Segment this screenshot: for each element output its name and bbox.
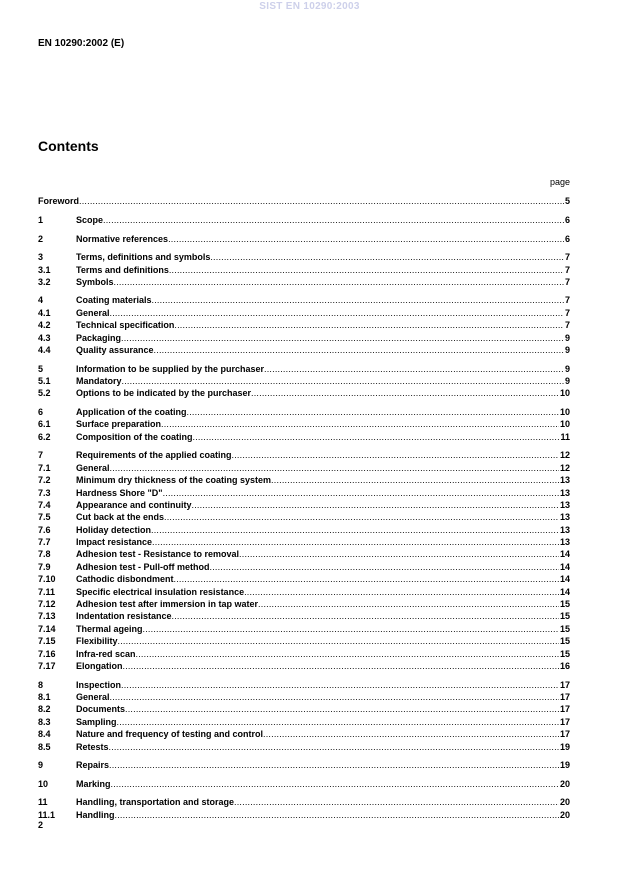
toc-entry-page: 5 xyxy=(564,196,570,207)
toc-entry-number: 7.13 xyxy=(38,611,56,622)
toc-entry-page: 14 xyxy=(559,549,570,560)
toc-entry-number: 3 xyxy=(38,252,44,263)
toc-entry[interactable] xyxy=(38,387,570,399)
toc-entry[interactable] xyxy=(38,622,570,634)
toc-entry[interactable] xyxy=(38,499,570,511)
toc-entry-page: 13 xyxy=(559,537,570,548)
toc-leader-dots xyxy=(110,692,559,703)
toc-entry[interactable] xyxy=(38,691,570,703)
toc-entry-title: Minimum dry thickness of the coating system xyxy=(76,475,272,486)
toc-entry-title: Surface preparation xyxy=(76,419,162,430)
toc-entry-page: 15 xyxy=(559,611,570,622)
toc-entry-number: 5.1 xyxy=(38,376,51,387)
toc-entry[interactable] xyxy=(38,660,570,672)
toc-leader-dots xyxy=(168,234,564,245)
toc-entry-number: 7.5 xyxy=(38,512,51,523)
toc-entry-title: Specific electrical insulation resistance xyxy=(76,586,245,597)
toc-leader-dots xyxy=(174,574,559,585)
toc-entry-title: Application of the coating xyxy=(76,406,187,417)
toc-leader-dots xyxy=(163,488,559,499)
toc-entry-page: 19 xyxy=(559,741,570,752)
toc-entry-title: General xyxy=(76,462,110,473)
toc-leader-dots xyxy=(79,196,564,207)
toc-entry[interactable] xyxy=(38,344,570,356)
toc-entry-number: 8.3 xyxy=(38,716,51,727)
toc-entry-page: 9 xyxy=(564,332,570,343)
toc-entry[interactable] xyxy=(38,362,570,374)
toc-entry-title: Mandatory xyxy=(76,376,122,387)
toc-entry-title: Indentation resistance xyxy=(76,611,172,622)
toc-leader-dots xyxy=(210,252,564,263)
toc-entry-number: 7.8 xyxy=(38,549,51,560)
toc-entry-page: 14 xyxy=(559,574,570,585)
toc-entry-number: 7.4 xyxy=(38,499,51,510)
toc-entry-page: 9 xyxy=(564,363,570,374)
toc-entry-title: Thermal ageing xyxy=(76,623,143,634)
toc-entry[interactable] xyxy=(38,511,570,523)
toc-leader-dots xyxy=(123,661,559,672)
toc-entry[interactable] xyxy=(38,449,570,461)
toc-leader-dots xyxy=(115,810,559,821)
toc-entry-title: Retests xyxy=(76,741,109,752)
toc-entry[interactable] xyxy=(38,418,570,430)
toc-leader-dots xyxy=(251,388,559,399)
toc-entry-page: 7 xyxy=(564,295,570,306)
toc-entry-page: 12 xyxy=(559,462,570,473)
toc-entry-number: 2 xyxy=(38,233,44,244)
toc-entry[interactable] xyxy=(38,573,570,585)
toc-entry-number: 4.4 xyxy=(38,345,51,356)
toc-leader-dots xyxy=(187,407,559,418)
toc-leader-dots xyxy=(210,562,559,573)
toc-leader-dots xyxy=(152,537,559,548)
toc-entry[interactable] xyxy=(38,728,570,740)
toc-entry-number: 7.7 xyxy=(38,537,51,548)
toc-entry-number: 7.15 xyxy=(38,636,56,647)
toc-entry-page: 17 xyxy=(559,716,570,727)
toc-entry[interactable] xyxy=(38,306,570,318)
toc-entry-number: 10 xyxy=(38,778,49,789)
toc-leader-dots xyxy=(271,475,559,486)
toc-entry-page: 13 xyxy=(559,499,570,510)
toc-entry-number: 5.2 xyxy=(38,388,51,399)
toc-entry-title: Cut back at the ends xyxy=(76,512,165,523)
toc-entry[interactable] xyxy=(38,635,570,647)
toc-entry-number: 4.3 xyxy=(38,332,51,343)
toc-entry-title: Scope xyxy=(76,214,104,225)
toc-entry-page: 6 xyxy=(564,233,570,244)
toc-entry-number: 6 xyxy=(38,406,44,417)
toc-entry-number: 4.2 xyxy=(38,320,51,331)
toc-entry[interactable] xyxy=(38,294,570,306)
toc-entry[interactable] xyxy=(38,523,570,535)
toc-entry-title: Terms, definitions and symbols xyxy=(76,252,211,263)
toc-entry[interactable] xyxy=(38,474,570,486)
toc-entry-number: 3.1 xyxy=(38,264,51,275)
toc-entry-number: 7.16 xyxy=(38,648,56,659)
toc-entry[interactable] xyxy=(38,214,570,226)
toc-leader-dots xyxy=(103,215,564,226)
toc-entry-page: 19 xyxy=(559,760,570,771)
toc-leader-dots xyxy=(264,364,564,375)
toc-entry[interactable] xyxy=(38,406,570,418)
toc-entry-number: 3.2 xyxy=(38,276,51,287)
toc-entry-page: 16 xyxy=(559,660,570,671)
toc-entry[interactable] xyxy=(38,232,570,244)
toc-entry[interactable] xyxy=(38,548,570,560)
toc-entry-title: Elongation xyxy=(76,660,123,671)
toc-entry-page: 11 xyxy=(560,431,570,442)
toc-entry[interactable] xyxy=(38,375,570,387)
toc-entry-title: Holiday detection xyxy=(76,524,152,535)
toc-leader-dots xyxy=(121,680,559,691)
toc-entry-page: 15 xyxy=(559,636,570,647)
toc-entry-title: Handling, transportation and storage xyxy=(76,797,235,808)
toc-entry-number: Foreword xyxy=(38,196,80,207)
toc-entry-title: Normative references xyxy=(76,233,169,244)
toc-leader-dots xyxy=(244,587,559,598)
toc-entry-page: 7 xyxy=(564,252,570,263)
toc-entry-page: 17 xyxy=(559,679,570,690)
toc-entry-page: 13 xyxy=(559,524,570,535)
toc-entry-page: 9 xyxy=(564,376,570,387)
toc-entry-page: 20 xyxy=(559,809,570,820)
toc-leader-dots xyxy=(239,549,559,560)
toc-entry-page: 7 xyxy=(564,276,570,287)
toc-entry-number: 7.12 xyxy=(38,599,56,610)
toc-entry-title: Impact resistance xyxy=(76,537,153,548)
toc-entry-number: 7.2 xyxy=(38,475,51,486)
toc-entry[interactable] xyxy=(38,647,570,659)
toc-entry[interactable] xyxy=(38,715,570,727)
toc-entry-number: 7.17 xyxy=(38,660,56,671)
toc-leader-dots xyxy=(109,760,559,771)
toc-entry-page: 15 xyxy=(559,623,570,634)
toc-entry[interactable] xyxy=(38,430,570,442)
toc-entry-title: Documents xyxy=(76,704,126,715)
toc-entry[interactable] xyxy=(38,560,570,572)
toc-leader-dots xyxy=(118,636,559,647)
toc-leader-dots xyxy=(152,295,564,306)
table-of-contents xyxy=(38,195,570,821)
toc-entry-title: Technical specification xyxy=(76,320,175,331)
toc-leader-dots xyxy=(114,277,564,288)
toc-entry-number: 5 xyxy=(38,363,44,374)
toc-entry-number: 7.6 xyxy=(38,524,51,535)
toc-leader-dots xyxy=(263,729,559,740)
toc-entry-number: 4.1 xyxy=(38,307,51,318)
toc-entry-page: 20 xyxy=(559,778,570,789)
toc-entry-number: 1 xyxy=(38,214,44,225)
toc-entry-number: 8.5 xyxy=(38,741,51,752)
toc-entry-title: Coating materials xyxy=(76,295,152,306)
toc-entry[interactable] xyxy=(38,610,570,622)
toc-entry-number: 8 xyxy=(38,679,44,690)
toc-entry-title: Hardness Shore "D" xyxy=(76,487,163,498)
toc-leader-dots xyxy=(143,624,559,635)
toc-entry-number: 7.10 xyxy=(38,574,56,585)
toc-entry-number: 9 xyxy=(38,760,44,771)
toc-entry-page: 10 xyxy=(559,406,570,417)
toc-entry-title: Symbols xyxy=(76,276,114,287)
toc-entry-page: 14 xyxy=(559,586,570,597)
toc-leader-dots xyxy=(258,599,559,610)
toc-leader-dots xyxy=(164,512,559,523)
toc-leader-dots xyxy=(172,611,559,622)
toc-entry-page: 10 xyxy=(559,388,570,399)
toc-entry-page: 12 xyxy=(559,450,570,461)
toc-entry[interactable] xyxy=(38,319,570,331)
toc-leader-dots xyxy=(192,500,559,511)
toc-leader-dots xyxy=(174,320,564,331)
toc-leader-dots xyxy=(110,308,564,319)
toc-leader-dots xyxy=(121,333,564,344)
toc-entry-number: 8.4 xyxy=(38,729,51,740)
toc-entry[interactable] xyxy=(38,536,570,548)
toc-leader-dots xyxy=(111,779,559,790)
toc-entry-title: Inspection xyxy=(76,679,122,690)
toc-entry-title: Flexibility xyxy=(76,636,118,647)
toc-leader-dots xyxy=(234,797,559,808)
toc-leader-dots xyxy=(136,649,559,660)
toc-leader-dots xyxy=(122,376,564,387)
toc-entry[interactable] xyxy=(38,461,570,473)
toc-entry-title: Options to be indicated by the purchaser xyxy=(76,388,252,399)
toc-entry-title: General xyxy=(76,307,110,318)
toc-entry-page: 17 xyxy=(559,729,570,740)
toc-entry-title: Appearance and continuity xyxy=(76,499,192,510)
toc-leader-dots xyxy=(109,742,559,753)
contents-heading: Contents xyxy=(38,138,99,154)
toc-entry-number: 4 xyxy=(38,295,44,306)
toc-entry-number: 7 xyxy=(38,450,44,461)
toc-entry-title: Terms and definitions xyxy=(76,264,169,275)
toc-entry-number: 7.14 xyxy=(38,623,56,634)
document-id: EN 10290:2002 (E) xyxy=(38,38,125,49)
page-number: 2 xyxy=(38,820,44,830)
toc-entry[interactable] xyxy=(38,276,570,288)
toc-entry[interactable] xyxy=(38,759,570,771)
toc-entry-number: 8.2 xyxy=(38,704,51,715)
toc-entry-title: Marking xyxy=(76,778,111,789)
toc-entry[interactable] xyxy=(38,331,570,343)
toc-entry[interactable] xyxy=(38,808,570,820)
toc-entry[interactable] xyxy=(38,796,570,808)
toc-leader-dots xyxy=(232,450,559,461)
toc-entry-title: Sampling xyxy=(76,716,117,727)
toc-entry-title: Nature and frequency of testing and control xyxy=(76,729,264,740)
toc-entry-page: 13 xyxy=(559,487,570,498)
toc-leader-dots xyxy=(117,717,559,728)
toc-entry-number: 6.2 xyxy=(38,431,51,442)
toc-entry-page: 7 xyxy=(564,320,570,331)
toc-entry-title: Cathodic disbondment xyxy=(76,574,174,585)
toc-entry-title: Information to be supplied by the purchaser xyxy=(76,363,265,374)
toc-entry[interactable] xyxy=(38,251,570,263)
toc-leader-dots xyxy=(193,432,560,443)
toc-entry[interactable] xyxy=(38,678,570,690)
toc-entry-number: 11 xyxy=(38,797,48,808)
toc-entry-title: Requirements of the applied coating xyxy=(76,450,232,461)
toc-entry-number: 11.1 xyxy=(38,809,56,820)
toc-entry[interactable] xyxy=(38,740,570,752)
toc-entry-page: 7 xyxy=(564,264,570,275)
toc-entry-page: 17 xyxy=(559,691,570,702)
toc-entry-number: 8.1 xyxy=(38,691,51,702)
toc-entry-page: 15 xyxy=(559,648,570,659)
toc-entry-page: 9 xyxy=(564,345,570,356)
toc-entry-page: 20 xyxy=(559,797,570,808)
toc-entry-number: 7.11 xyxy=(38,586,56,597)
toc-leader-dots xyxy=(110,463,559,474)
toc-entry[interactable] xyxy=(38,703,570,715)
toc-entry[interactable] xyxy=(38,486,570,498)
toc-entry-page: 15 xyxy=(559,599,570,610)
toc-entry-page: 14 xyxy=(559,561,570,572)
toc-leader-dots xyxy=(125,704,559,715)
page-column-label: page xyxy=(549,177,570,187)
toc-entry-title: Repairs xyxy=(76,760,110,771)
toc-entry[interactable] xyxy=(38,263,570,275)
toc-entry-title: Infra-red scan xyxy=(76,648,136,659)
toc-entry-page: 7 xyxy=(564,307,570,318)
toc-entry-title: Adhesion test - Resistance to removal xyxy=(76,549,240,560)
toc-entry-page: 6 xyxy=(564,214,570,225)
toc-entry-page: 10 xyxy=(559,419,570,430)
toc-entry-page: 17 xyxy=(559,704,570,715)
toc-entry-page: 13 xyxy=(559,475,570,486)
toc-entry-number: 7.1 xyxy=(38,462,51,473)
toc-leader-dots xyxy=(154,345,564,356)
watermark: SIST EN 10290:2003 xyxy=(259,1,360,12)
toc-entry-title: General xyxy=(76,691,110,702)
toc-leader-dots xyxy=(169,265,564,276)
toc-entry-number: 6.1 xyxy=(38,419,51,430)
toc-entry-title: Handling xyxy=(76,809,115,820)
toc-entry-number: 7.3 xyxy=(38,487,51,498)
toc-entry-title: Composition of the coating xyxy=(76,431,193,442)
toc-entry-title: Quality assurance xyxy=(76,345,154,356)
toc-entry-page: 13 xyxy=(559,512,570,523)
toc-entry[interactable] xyxy=(38,195,570,207)
toc-leader-dots xyxy=(151,525,559,536)
toc-entry[interactable] xyxy=(38,598,570,610)
toc-entry[interactable] xyxy=(38,585,570,597)
toc-entry-number: 7.9 xyxy=(38,561,51,572)
toc-leader-dots xyxy=(161,419,559,430)
toc-entry[interactable] xyxy=(38,777,570,789)
toc-entry-title: Adhesion test after immersion in tap water xyxy=(76,599,259,610)
toc-entry-title: Packaging xyxy=(76,332,122,343)
toc-entry-title: Adhesion test - Pull-off method xyxy=(76,561,210,572)
